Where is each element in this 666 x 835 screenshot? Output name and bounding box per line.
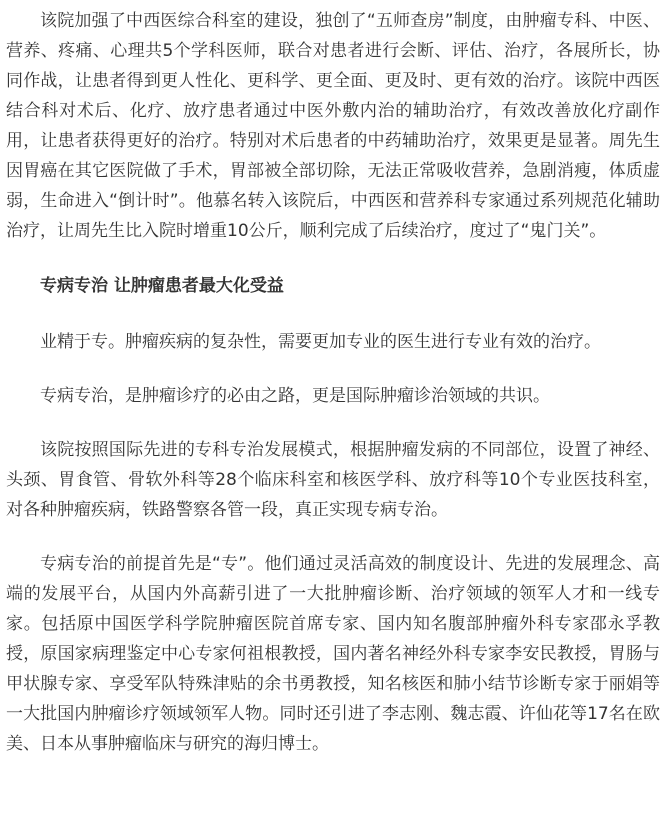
paragraph-departments: 该院按照国际先进的专科专治发展模式，根据肿瘤发病的不同部位，设置了神经、头颈、胃食管、骨软外科等28个临床科室和核医学科、放疗科等10个专业医技科室，对各种肿瘤疾病，铁路警察各管一段，真正实现专病专治。	[6, 440, 660, 520]
paragraph-specialization: 业精于专。肿瘤疾病的复杂性，需要更加专业的医生进行专业有效的治疗。	[40, 332, 601, 352]
paragraph-five-doctor-rounds: 该院加强了中西医综合科室的建设，独创了“五师查房”制度，由肿瘤专科、中医、营养、疼痛、心理共5个学科医师，联合对患者进行会断、评估、治疗，各展所长，协同作战，让患者得到更人性化、更科学、更全面、更及时、更有效的治疗。该院中西医结合科对术后、化疗、放疗患者通过中医外敷内治的辅助治疗，有效改善放化疗副作用，让患者获得更好的治疗。特别对术后患者的中药辅助治疗，效果更是显著。周先生因胃癌在其它医院做了手术，胃部被全部切除，无法正常吸收营养，急剧消瘦，体质虚弱，生命进入“倒计时”。他慕名转入该院后，中西医和营养科专家通过系列规范化辅助治疗，让周先生比入院时增重10公斤，顺利完成了后续治疗，度过了“鬼门关”。	[6, 11, 660, 241]
paragraph-consensus: 专病专治，是肿瘤诊疗的必由之路，更是国际肿瘤诊治领域的共识。	[40, 386, 550, 406]
section-heading: 专病专治 让肿瘤患者最大化受益	[40, 276, 284, 296]
paragraph-experts: 专病专治的前提首先是“专”。他们通过灵活高效的制度设计、先进的发展理念、高端的发展平台，从国内外高薪引进了一大批肿瘤诊断、治疗领域的领军人才和一线专家。包括原中国医学科学院肿瘤医院首席专家、国内知名腹部肿瘤外科专家邵永孚教授，原国家病理鉴定中心专家何祖根教授，国内著名神经外科专家李安民教授，胃肠与甲状腺专家、享受军队特殊津贴的余书勇教授，知名核医和肺小结节诊断专家于丽娟等一大批国内肿瘤诊疗领域领军人物。同时还引进了李志刚、魏志霞、许仙花等17名在欧美、日本从事肿瘤临床与研究的海归博士。	[6, 554, 660, 754]
